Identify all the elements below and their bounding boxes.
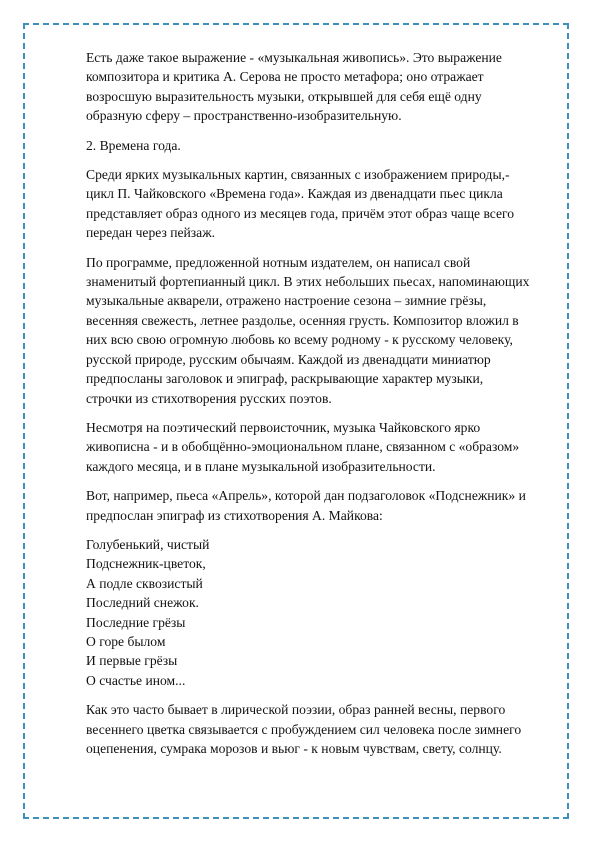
paragraph-painterly: Несмотря на поэтический первоисточник, музыка Чайковского ярко живописна - и в обобщённо-эмоциональном плане, связанном с «образом» каждого месяца, и в плане музыкальной изобразительности. <box>86 419 520 474</box>
poem-epigraph <box>86 535 530 690</box>
poem-line: Последние грёзы <box>86 614 186 630</box>
paragraph-seasons-cycle: Среди ярких музыкальных картин, связанных с изображением природы,- цикл П. Чайковского «Времена года». Каждая из двенадцати пьес цикла представляет образ одного из месяцев года, причём этот образ чаще всего передан через пейзаж. <box>86 167 515 241</box>
paragraph-april: Вот, например, пьеса «Апрель», которой дан подзаголовок «Подснежник» и предпослан эпиграф из стихотворения А. Майкова: <box>86 488 526 523</box>
poem-line: О горе былом <box>86 633 166 649</box>
poem-line: Голубенький, чистый <box>86 536 210 552</box>
paragraph-intro: Есть даже такое выражение - «музыкальная живопись». Это выражение композитора и критика А. Серова не просто метафора; оно отражает возросшую выразительность музыки, открывшей для себя ещё одну образную сферу – пространственно-изобразительную. <box>86 50 502 124</box>
poem-line: Последний снежок. <box>86 595 199 611</box>
section-heading: 2. Времена года. <box>86 137 181 153</box>
poem-line: И первые грёзы <box>86 653 178 669</box>
document-body <box>86 48 530 768</box>
poem-line: А подле сквозистый <box>86 575 203 591</box>
paragraph-program: По программе, предложенной нотным издателем, он написал свой знаменитый фортепианный цикл. В этих небольших пьесах, напоминающих музыкальные акварели, отражено настроение сезона – зимние грёзы, весенняя свежесть, летнее раздолье, осенняя грусть. Композитор вложил в них всю свою огромную любовь ко всему родному - к русскому человеку, русской природе, русским обычаям. Каждой из двенадцати миниатюр предпосланы заголовок и эпиграф, раскрывающие характер музыки, строчки из стихотворения русских поэтов. <box>86 254 530 406</box>
poem-line: Подснежник-цветок, <box>86 556 206 572</box>
paragraph-spring-image: Как это часто бывает в лирической поэзии, образ ранней весны, первого весеннего цветка связывается с пробуждением сил человека после зимнего оцепенения, сумрака морозов и вьюг - к новым чувствам, свету, солнцу. <box>86 702 522 756</box>
poem-line: О счастье ином... <box>86 672 186 688</box>
